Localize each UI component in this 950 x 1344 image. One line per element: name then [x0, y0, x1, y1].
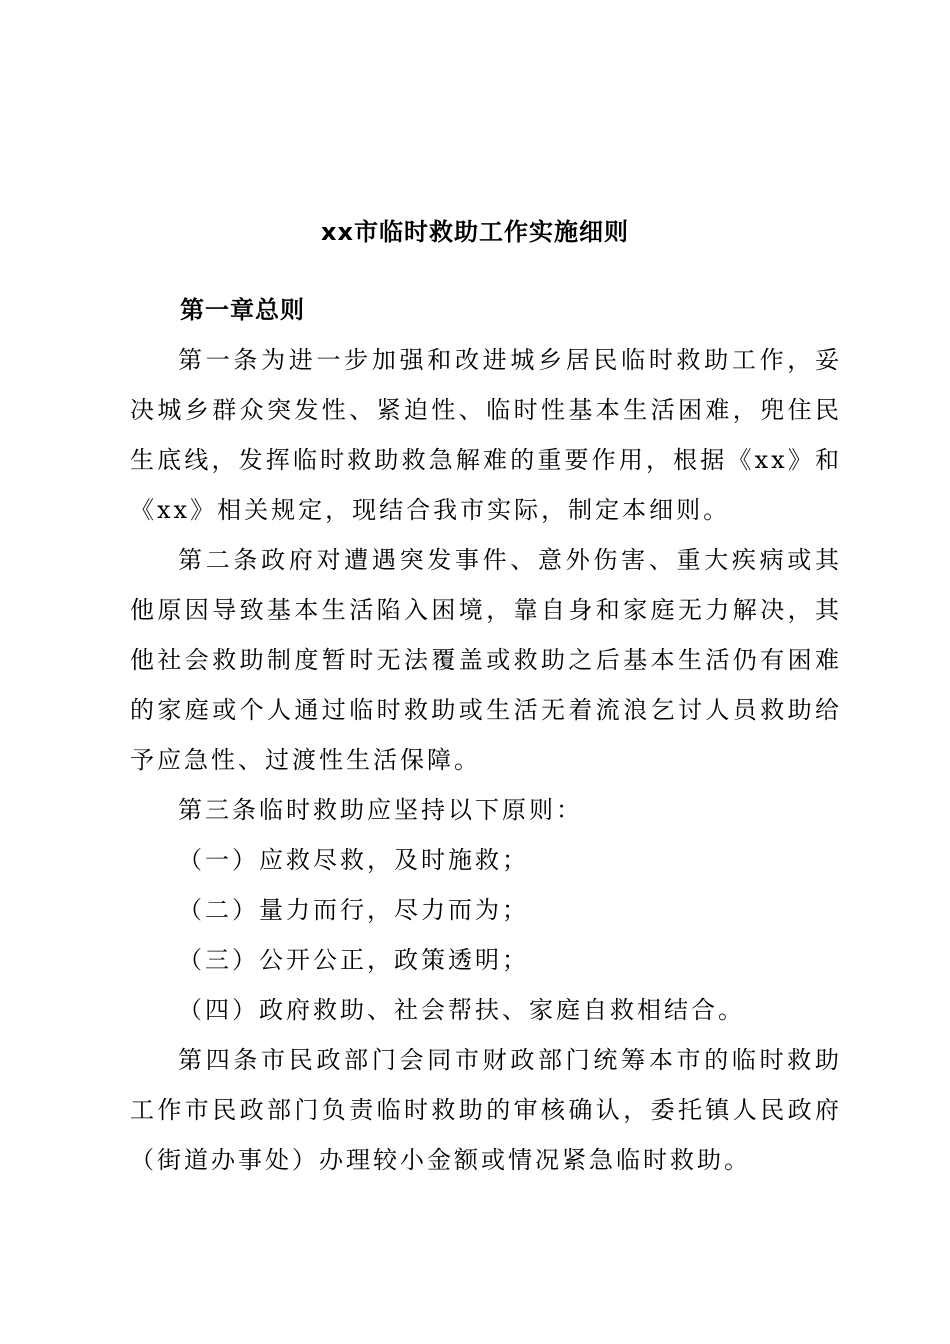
document-body	[130, 285, 842, 1185]
document-title: xx市临时救助工作实施细则	[321, 218, 629, 246]
principle-3: （三）公开公正，政策透明；	[178, 946, 529, 974]
article-1: 第一条为进一步加强和改进城乡居民临时救助工作，妥决城乡群众突发性、紧迫性、临时性基本生活困难，兜住民生底线，发挥临时救助救急解难的重要作用，根据《xx》和《xx》相关规定，现结合我市实际，制定本细则。	[130, 346, 842, 524]
principle-4: （四）政府救助、社会帮扶、家庭自救相结合。	[178, 996, 745, 1024]
principle-1: （一）应救尽救，及时施救；	[178, 846, 529, 874]
article-3: 第三条临时救助应坚持以下原则：	[178, 796, 583, 824]
chapter-heading: 第一章总则	[180, 296, 305, 324]
principle-2: （二）量力而行，尽力而为；	[178, 896, 529, 924]
article-4: 第四条市民政部门会同市财政部门统筹本市的临时救助工作市民政部门负责临时救助的审核确认，委托镇人民政府（街道办事处）办理较小金额或情况紧急临时救助。	[130, 1046, 842, 1174]
article-2: 第二条政府对遭遇突发事件、意外伤害、重大疾病或其他原因导致基本生活陷入困境，靠自身和家庭无力解决，其他社会救助制度暂时无法覆盖或救助之后基本生活仍有困难的家庭或个人通过临时救助或生活无着流浪乞讨人员救助给予应急性、过渡性生活保障。	[130, 546, 842, 774]
